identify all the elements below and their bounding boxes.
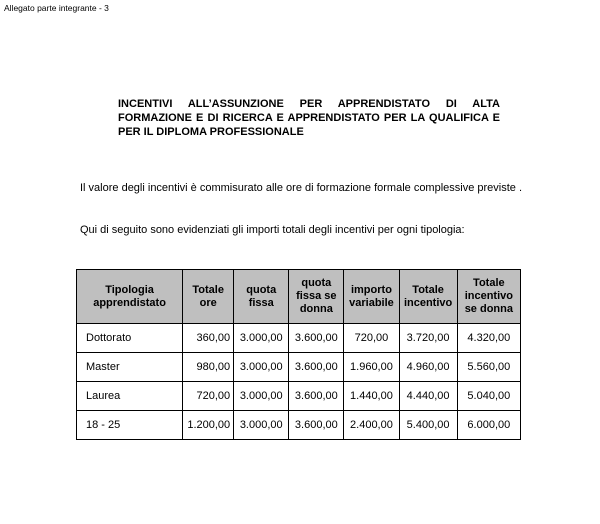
cell-totale-incentivo: 4.440,00 [399,382,457,411]
cell-totale-incentivo-donna: 4.320,00 [457,324,520,353]
header-importo-variabile: importo variabile [344,270,399,324]
header-note: Allegato parte integrante - 3 [4,3,109,13]
header-quota-fissa-donna: quota fissa se donna [289,270,344,324]
cell-quota-fissa: 3.000,00 [234,324,289,353]
incentives-table [76,269,521,440]
cell-tipologia: Laurea [77,382,183,411]
cell-totale-ore: 720,00 [183,382,234,411]
cell-totale-ore: 1.200,00 [183,411,234,440]
table-intro-paragraph: Qui di seguito sono evidenziati gli importi totali degli incentivi per ogni tipologia: [80,224,465,236]
cell-totale-incentivo-donna: 5.040,00 [457,382,520,411]
cell-importo-variabile: 2.400,00 [344,411,399,440]
cell-importo-variabile: 720,00 [344,324,399,353]
header-totale-incentivo: Totale incentivo [399,270,457,324]
cell-quota-fissa-donna: 3.600,00 [289,324,344,353]
cell-totale-incentivo: 5.400,00 [399,411,457,440]
cell-tipologia: Master [77,353,183,382]
cell-totale-ore: 980,00 [183,353,234,382]
cell-importo-variabile: 1.960,00 [344,353,399,382]
cell-quota-fissa-donna: 3.600,00 [289,353,344,382]
header-totale-incentivo-donna: Totale incentivo se donna [457,270,520,324]
intro-paragraph: Il valore degli incentivi è commisurato alle ore di formazione formale complessive previste . [80,182,523,194]
header-tipologia: Tipologia apprendistato [77,270,183,324]
cell-quota-fissa: 3.000,00 [234,353,289,382]
document-title: INCENTIVI ALL’ASSUNZIONE PER APPRENDISTATO DI ALTA FORMAZIONE E DI RICERCA E APPRENDISTATO PER LA QUALIFICA E PER IL DIPLOMA PROFESSIONALE [118,98,500,138]
cell-tipologia: Dottorato [77,324,183,353]
table-row [77,411,521,440]
cell-tipologia: 18 - 25 [77,411,183,440]
table-row [77,353,521,382]
header-totale-ore: Totale ore [183,270,234,324]
cell-quota-fissa: 3.000,00 [234,382,289,411]
cell-totale-incentivo-donna: 6.000,00 [457,411,520,440]
table-header-row [77,270,521,324]
cell-totale-incentivo: 3.720,00 [399,324,457,353]
table-row [77,324,521,353]
table-row [77,382,521,411]
cell-importo-variabile: 1.440,00 [344,382,399,411]
cell-totale-incentivo: 4.960,00 [399,353,457,382]
cell-quota-fissa-donna: 3.600,00 [289,382,344,411]
cell-quota-fissa-donna: 3.600,00 [289,411,344,440]
cell-totale-incentivo-donna: 5.560,00 [457,353,520,382]
cell-totale-ore: 360,00 [183,324,234,353]
header-quota-fissa: quota fissa [234,270,289,324]
cell-quota-fissa: 3.000,00 [234,411,289,440]
